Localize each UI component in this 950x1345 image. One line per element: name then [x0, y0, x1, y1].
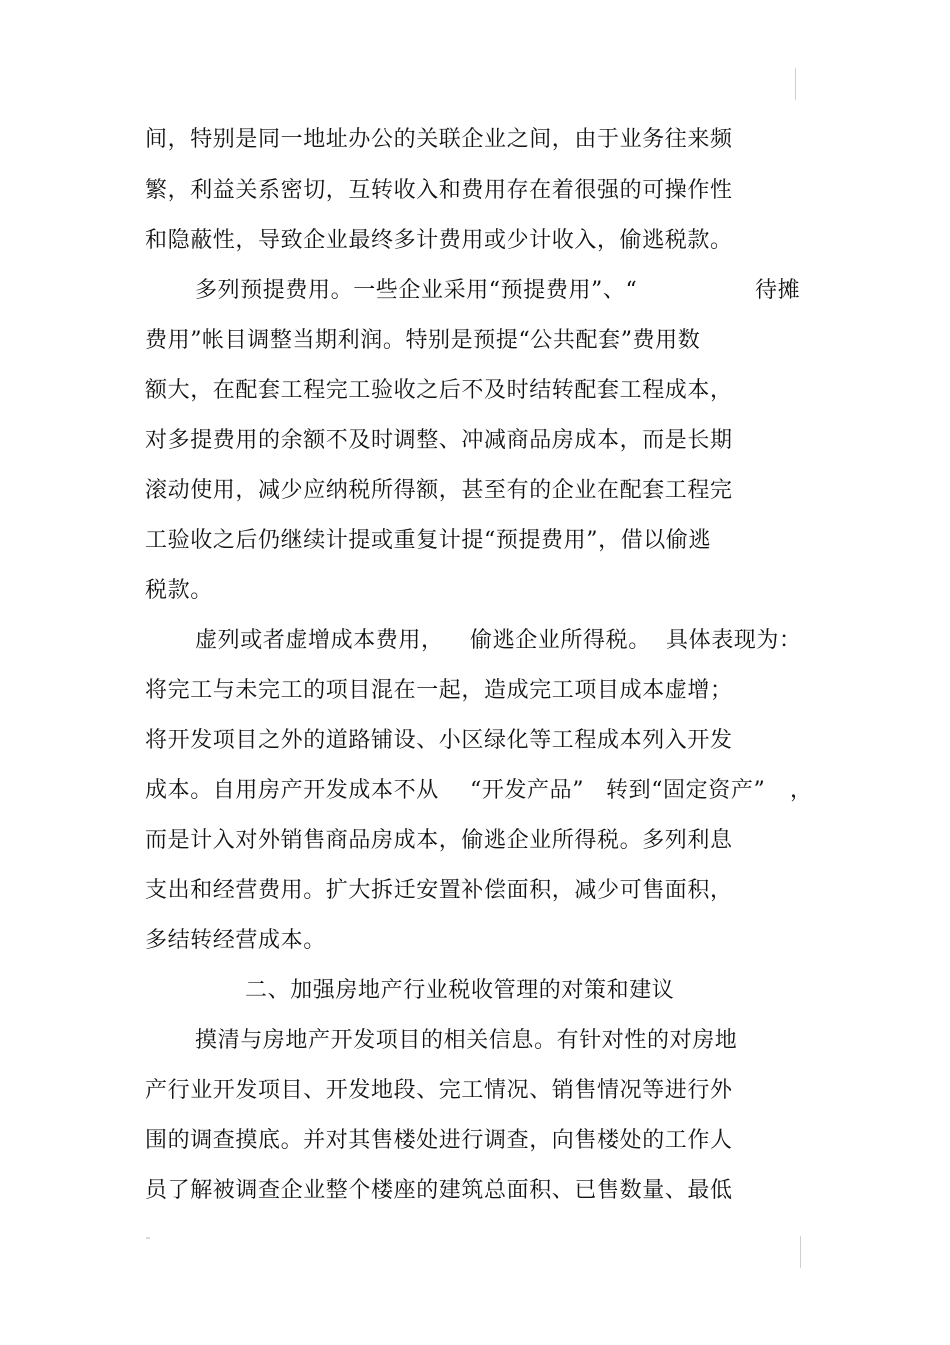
text-line: 和隐蔽性，导致企业最终多计费用或少计收入，偷逃税款。 [145, 228, 733, 253]
text-line: 围的调查摸底。并对其售楼处进行调查，向售楼处的工作人 [145, 1128, 733, 1153]
paragraph-first-line: 多列预提费用。一些企业采用“预提费用”、“ [195, 278, 638, 303]
text-line: 工验收之后仍继续计提或重复计提“预提费用”，借以偷逃 [145, 528, 712, 553]
text-fragment: 偷逃企业所得税。 [470, 628, 651, 653]
text-fragment: ， [790, 778, 813, 803]
text-line: 费用”帐目调整当期利润。特别是预提“公共配套”费用数 [145, 328, 701, 353]
text-fragment: 待摊 [755, 278, 801, 303]
paragraph-first-line: 虚列或者虚增成本费用， [195, 628, 444, 653]
paragraph-first-line: 摸清与房地产开发项目的相关信息。有针对性的对房地 [195, 1028, 738, 1053]
text-line: 成本。自用房产开发成本不从 [145, 778, 439, 803]
text-fragment: 转到“固定资产” [606, 778, 766, 803]
text-line: 多结转经营成本。 [145, 928, 326, 953]
text-fragment: “开发产品” [470, 778, 585, 803]
text-line: 繁，利益关系密切，互转收入和费用存在着很强的可操作性 [145, 178, 733, 203]
text-line: 员了解被调查企业整个楼座的建筑总面积、已售数量、最低 [145, 1178, 733, 1203]
text-line: 将完工与未完工的项目混在一起，造成完工项目成本虚增； [145, 678, 733, 703]
page-edge-mark [795, 68, 796, 100]
section-heading: 二、加强房地产行业税收管理的对策和建议 [245, 978, 675, 1003]
text-line: 而是计入对外销售商品房成本，偷逃企业所得税。多列利息 [145, 828, 733, 853]
text-line: 额大，在配套工程完工验收之后不及时结转配套工程成本， [145, 378, 733, 403]
text-line: 税款。 [145, 578, 213, 603]
text-line: 支出和经营费用。扩大拆迁安置补偿面积，减少可售面积， [145, 878, 733, 903]
page-edge-mark [146, 1237, 150, 1239]
text-line: 间，特别是同一地址办公的关联企业之间，由于业务往来频 [145, 127, 733, 152]
text-line: 对多提费用的余额不及时调整、冲减商品房成本，而是长期 [145, 428, 733, 453]
text-line: 将开发项目之外的道路铺设、小区绿化等工程成本列入开发 [145, 728, 733, 753]
page-edge-mark [800, 1236, 801, 1268]
text-fragment: 具体表现为： [666, 628, 802, 653]
text-line: 产行业开发项目、开发地段、完工情况、销售情况等进行外 [145, 1078, 733, 1103]
text-line: 滚动使用，减少应纳税所得额，甚至有的企业在配套工程完 [145, 478, 733, 503]
